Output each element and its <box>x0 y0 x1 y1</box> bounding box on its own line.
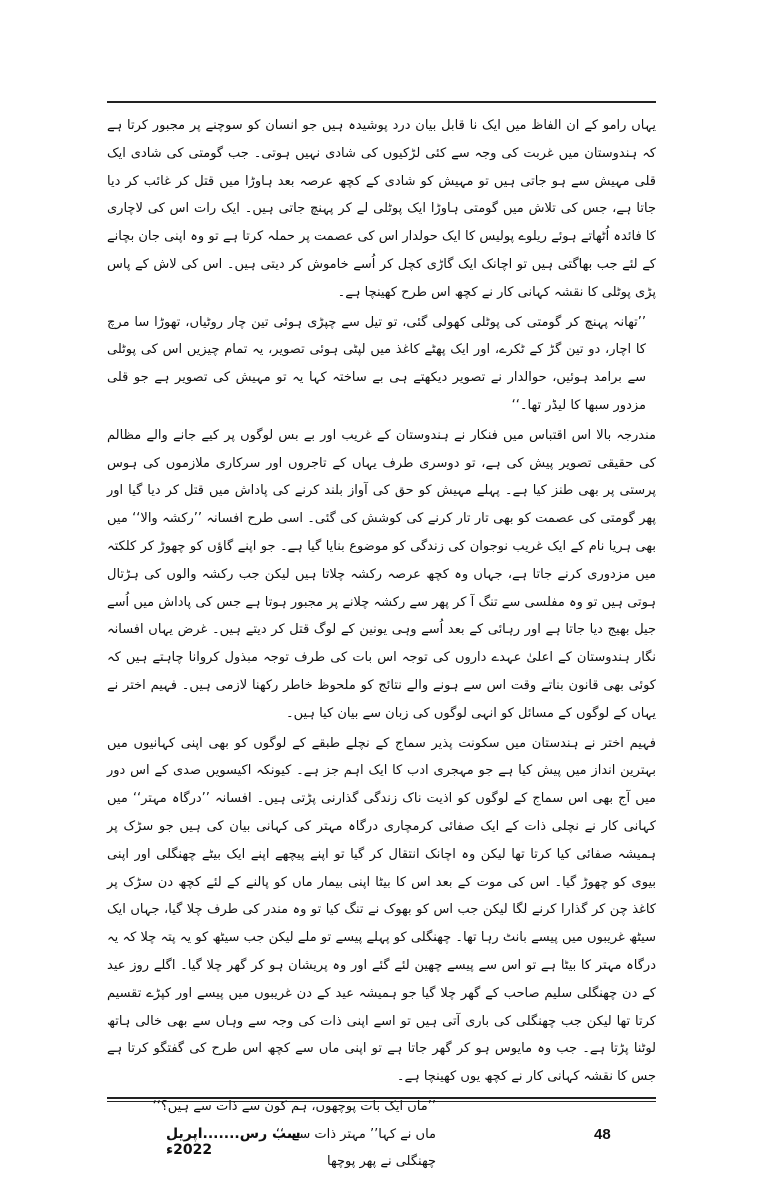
dialogue-line-1: ’’ماں ایک بات پوچھوں، ہم کون سے ذات سے ہیں؟‘‘ <box>152 1098 436 1114</box>
dialogue-line-3: چھنگلی نے پھر پوچھا <box>326 1154 436 1170</box>
paragraph-2: مندرجہ بالا اس اقتباس میں فنکار نے ہندوستان کے غریب اور بے بس لوگوں پر کیے جانے والے مظالم کی حقیقی تصویر پیش کی ہے، تو دوسری طرف یہاں کے تاجروں اور سرکاری ملازموں کی ہوس پرستی پر بھی طنز کیا ہے۔ پہلے مہیش کو حق کی آواز بلند کرنے کی پاداش میں قتل کر دیا گیا اور پھر گومتی کی عصمت کو بھی تار تار کرنے کی کوشش کی گئی۔ اسی طرح افسانہ ’’رکشہ والا‘‘ میں بھی ہریا نام کے ایک غریب نوجوان کی زندگی کو موضوع بنایا گیا ہے۔ جو اپنے گاؤں کو چھوڑ کر کلکتہ میں مزدوری کرنے جاتا ہے، جہاں وہ کچھ عرصہ رکشہ چلاتا ہیں لیکن جب رکشہ والوں کی ہڑتال ہوتی ہیں تو وہ مفلسی سے تنگ آ کر پھر سے رکشہ چلانے پر مجبور ہوتا ہے جس کی پاداش میں اُسے جیل بھیج دیا جاتا ہے اور رہائی کے بعد اُسے وہی یونین کے لوگ قتل کر دیتے ہیں۔ غرض یہاں افسانہ نگار ہندوستان کے اعلیٰ عہدے داروں کی توجہ اس بات کی طرف توجہ مبذول کروانا چاہتے ہیں کہ کوئی بھی قانون بناتے وقت اس سے ہونے والے نتائج کو ملحوظ خاطر رکھنا لازمی ہیں۔ فہیم اختر نے یہاں کے لوگوں کے مسائل کو انہی لوگوں کی زبان سے بیان کیا ہیں۔ <box>107 427 656 721</box>
dialogue-line-2: ماں نے کہا’’ مہتر ذات سے۔‘‘ <box>275 1126 436 1142</box>
journal-title: سب رس.......اپریل 2022ء <box>166 1126 301 1158</box>
page-number: 48 <box>594 1126 611 1143</box>
page-footer <box>0 1126 759 1156</box>
paragraph-3: فہیم اختر نے ہندستان میں سکونت پذیر سماج کے نچلے طبقے کے لوگوں کو بھی اپنی کہانیوں میں بہترین انداز میں پیش کیا ہے جو مہجری ادب کا ایک اہم جز ہے۔ کیونکہ اکیسویں صدی کے اس دور میں آج بھی اس سماج کے لوگوں کو اذیت ناک زندگی گذارنی پڑتی ہیں۔ افسانہ ’’درگاہ مہتر‘‘ میں کہانی کار نے نچلی ذات کے ایک صفائی کرمچاری درگاہ مہتر کی کہانی بیان کی ہیں جو سڑک پر ہمیشہ صفائی کیا کرتا تھا لیکن وہ اچانک انتقال کر گیا تو اپنے پیچھے اپنے ایک بیٹے چھنگلی اور اپنی بیوی کو چھوڑ گیا۔ اس کی موت کے بعد اس کا بیٹا اپنی بیمار ماں کو پالنے کے لئے کچھ دن سڑک پر کاغذ چن کر گذارا کرنے لگا لیکن جب اس کو بھوک نے تنگ کیا تو وہ مندر کی طرف چلا گیا، جہاں ایک سیٹھ غریبوں میں پیسے بانٹ رہا تھا۔ چھنگلی کو پہلے پیسے تو ملے لیکن جب سیٹھ کو یہ پتہ چلا کہ یہ درگاہ مہتر کا بیٹا ہے تو اس سے پیسے چھین لئے گئے اور وہ پریشان ہو کر گھر چلا گیا۔ اگلے روز عید کے دن چھنگلی سلیم صاحب کے گھر چلا گیا جو ہمیشہ عید کے دن غریبوں میں پیسے اور کپڑے تقسیم کرتا تھا لیکن جب چھنگلی کی باری آتی ہیں تو اسے اپنی ذات کی وجہ سے وہاں سے بھی خالی ہاتھ لوٹنا پڑتا ہے۔ جب وہ مایوس ہو کر گھر جاتا ہے تو اپنی ماں سے کچھ اس طرح کی گفتگو کرتا ہے جس کا نقشہ کہانی کار نے کچھ یوں کھینچا ہے۔ <box>107 735 656 1085</box>
paragraph-1: یہاں رامو کے ان الفاظ میں ایک نا قابل بیان درد پوشیدہ ہیں جو انسان کو سوچنے پر مجبور کرتا ہے کہ ہندوستان میں غربت کی وجہ سے کئی لڑکیوں کی شادی نہیں ہوتی۔ جب گومتی کی شادی ایک قلی مہیش سے ہو جاتی ہیں تو مہیش کو شادی کے کچھ عرصہ بعد ہاوڑا میں قتل کر غائب کر دیا جاتا ہے، جس کی تلاش میں گومتی ہاوڑا ایک پوٹلی لے کر پہنچ جاتی ہیں۔ ایک رات اس کی لاچاری کا فائدہ اُٹھاتے ہوئے ریلوے پولیس کا ایک حولدار اس کی عصمت پر حملہ کرتا ہے تو وہ اپنی جان بچانے کے لئے جب بھاگتی ہیں تو اچانک ایک گاڑی کچل کر اُسے خاموش کر دیتی ہیں۔ اس کی لاش کے پاس پڑی پوٹلی کا نقشہ کہانی کار نے کچھ اس طرح کھینچا ہے۔ <box>107 118 656 300</box>
footer-rule-thin <box>107 1101 656 1102</box>
body-text <box>107 112 656 1176</box>
footer-rule <box>107 1097 656 1099</box>
header-rule <box>107 101 656 103</box>
quote-1: ’’تھانہ پہنچ کر گومتی کی پوٹلی کھولی گئی، تو تیل سے چپڑی ہوئی تین چار روٹیاں، تھوڑا سا مرچ کا اچار، دو تین گڑ کے ٹکرے، اور ایک پھٹے کاغذ میں لپٹی ہوئی تصویر، یہ تمام چیزیں اس کی پوٹلی سے برامد ہوئیں، حوالدار نے تصویر دیکھتے ہی بے ساختہ کہا یہ تو مہیش کی تصویر ہے جو قلی مزدور سبھا کا لیڈر تھا۔‘‘ <box>107 314 646 413</box>
